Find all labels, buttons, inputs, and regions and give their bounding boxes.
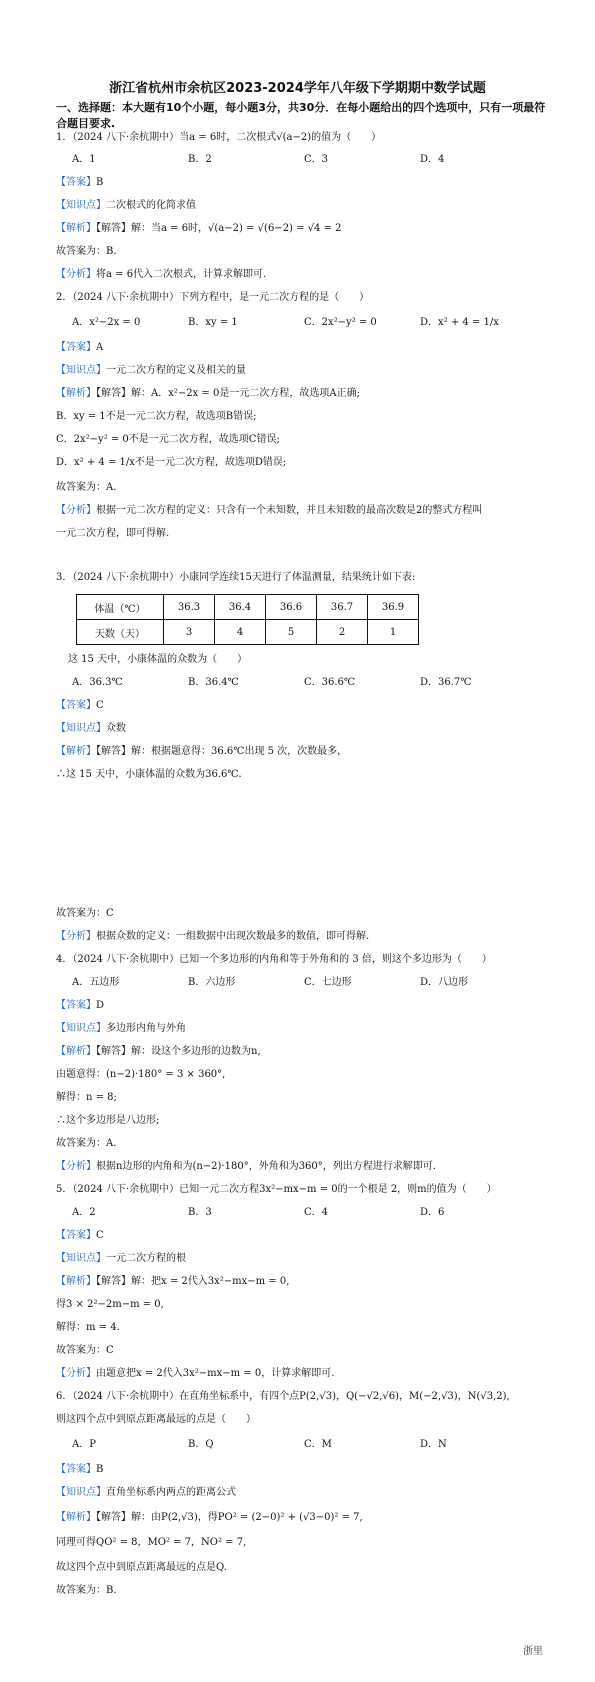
q3-knowledge: [56, 721, 555, 737]
q4-analysis-text: 【解答】解：设这个多边形的边数为n,: [96, 1046, 261, 1057]
q5-analysis: [56, 1274, 555, 1290]
table-cell: 2: [317, 620, 368, 645]
q4-answer: [56, 998, 555, 1014]
q5-fenxi-text: 由题意把x = 2代入3x²−mx−m = 0，计算求解即可.: [96, 1368, 335, 1379]
q3-answer: [56, 698, 555, 714]
q6-option-c[interactable]: C．M: [304, 1439, 332, 1450]
table-header-temp: 体温（℃）: [77, 595, 164, 620]
fenxi-tag: 【分析】: [56, 505, 96, 516]
q6-analysis-text: 【解答】解：由P(2,√3)，得PO² = (2−0)² + (√3−0)² = 7,: [96, 1512, 363, 1523]
q1-answer-value: B: [96, 177, 104, 188]
q5-option-d[interactable]: D．6: [420, 1207, 445, 1218]
q3-answer-value: C: [96, 700, 104, 711]
q5-analysis-text: 【解答】解：把x = 2代入3x²−mx−m = 0,: [96, 1276, 290, 1287]
answer-tag: 【答案】: [56, 177, 96, 188]
q5-line-3: 解得：m = 4.: [56, 1322, 120, 1333]
q5-option-c[interactable]: C．4: [304, 1207, 329, 1218]
q2-knowledge: [56, 363, 555, 379]
q3-analysis: [56, 744, 555, 760]
q6-analysis: [56, 1510, 555, 1526]
q2-fenxi: [56, 503, 555, 519]
q1-conclusion: 故答案为：B.: [56, 246, 117, 257]
table-cell: 1: [368, 620, 419, 645]
q4-option-d[interactable]: D．八边形: [420, 977, 469, 988]
table-cell: 4: [215, 620, 266, 645]
q6-answer: [56, 1462, 555, 1478]
knowledge-tag: 【知识点】: [56, 1487, 106, 1498]
q1-option-c[interactable]: C．3: [304, 154, 329, 165]
q6-option-b[interactable]: B．Q: [188, 1439, 214, 1450]
knowledge-tag: 【知识点】: [56, 365, 106, 376]
q1-answer: [56, 175, 555, 191]
knowledge-tag: 【知识点】: [56, 200, 106, 211]
table-row: [77, 620, 419, 645]
q1-knowledge: [56, 198, 555, 214]
q4-line-4: ∴这个多边形是八边形;: [56, 1115, 160, 1126]
section-heading: 一、选择题：本大题有10个小题，每小题3分，共30分．在每小题给出的四个选项中，只有一项最符合题目要求.: [56, 101, 546, 130]
analysis-tag: 【解析】: [56, 1046, 96, 1057]
q2-analysis-text: 【解答】解：A．x²−2x = 0是一元二次方程，故选项A正确;: [96, 388, 360, 399]
table-cell: 36.4: [215, 595, 266, 620]
fenxi-tag: 【分析】: [56, 931, 96, 942]
q3-subquestion: 这 15 天中，小康体温的众数为（ ）: [68, 654, 248, 665]
q5-line-2: 得3 × 2²−2m−m = 0,: [56, 1299, 164, 1310]
q3-fenxi-text: 根据众数的定义：一组数据中出现次数最多的数值，即可得解.: [96, 931, 370, 942]
q2-answer: [56, 340, 555, 356]
q4-conclusion: 故答案为：A.: [56, 1138, 117, 1149]
q2-option-b[interactable]: B．xy = 1: [188, 317, 238, 328]
q3-conclusion: 故答案为：C: [56, 908, 114, 919]
q2-knowledge-value: 一元二次方程的定义及相关的量: [106, 365, 246, 376]
q2-option-a[interactable]: A．x²−2x = 0: [72, 317, 141, 328]
q1-analysis-text: 【解答】解：当a = 6时，√(a−2) = √(6−2) = √4 = 2: [96, 223, 342, 234]
q1-stem: 1．（2024 八下·余杭期中）当a = 6时，二次根式√(a−2)的值为（ ）: [56, 132, 382, 143]
analysis-tag: 【解析】: [56, 388, 96, 399]
table-cell: 36.3: [164, 595, 215, 620]
analysis-tag: 【解析】: [56, 746, 96, 757]
q4-line-3: 解得：n = 8;: [56, 1092, 117, 1103]
q5-conclusion: 故答案为：C: [56, 1345, 114, 1356]
q4-knowledge-value: 多边形内角与外角: [106, 1023, 186, 1034]
table-cell: 36.7: [317, 595, 368, 620]
q4-fenxi: [56, 1159, 555, 1175]
q6-answer-value: B: [96, 1464, 104, 1475]
q3-option-a[interactable]: A．36.3℃: [72, 677, 123, 688]
q5-fenxi: [56, 1366, 555, 1382]
q5-option-b[interactable]: B．3: [188, 1207, 212, 1218]
q4-line-2: 由题意得：(n−2)·180° = 3 × 360°,: [56, 1069, 226, 1080]
knowledge-tag: 【知识点】: [56, 1023, 106, 1034]
answer-tag: 【答案】: [56, 1230, 96, 1241]
q2-line-d: D．x² + 4 = 1/x不是一元二次方程，故选项D错误;: [56, 457, 287, 468]
q2-line-c: C．2x²−y² = 0不是一元二次方程，故选项C错误;: [56, 434, 280, 445]
q2-fenxi-text: 根据一元二次方程的定义：只含有一个未知数，并且未知数的最高次数是2的整式方程叫: [96, 505, 483, 516]
q2-line-b: B．xy = 1不是一元二次方程，故选项B错误;: [56, 411, 257, 422]
answer-tag: 【答案】: [56, 700, 96, 711]
table-header-days: 天数（天）: [77, 620, 164, 645]
q3-option-b[interactable]: B．36.4℃: [188, 677, 239, 688]
analysis-tag: 【解析】: [56, 1276, 96, 1287]
q2-fenxi-cont: 一元二次方程，即可得解.: [56, 528, 170, 539]
q3-analysis-text: 【解答】解：根据题意得：36.6℃出现 5 次，次数最多，: [96, 746, 348, 757]
q3-option-d[interactable]: D．36.7℃: [420, 677, 472, 688]
q2-stem: 2．（2024 八下·余杭期中）下列方程中，是一元二次方程的是（ ）: [56, 292, 370, 303]
q4-knowledge: [56, 1021, 555, 1037]
analysis-tag: 【解析】: [56, 223, 96, 234]
q1-analysis: [56, 221, 555, 237]
q1-fenxi-text: 将a = 6代入二次根式，计算求解即可.: [96, 269, 267, 280]
q3-fenxi: [56, 929, 555, 945]
answer-tag: 【答案】: [56, 342, 96, 353]
q3-stem: 3．（2024 八下·余杭期中）小康同学连续15天进行了体温测量，结果统计如下表:: [56, 572, 416, 583]
q4-answer-value: D: [96, 1000, 105, 1011]
table-cell: 3: [164, 620, 215, 645]
fenxi-tag: 【分析】: [56, 1368, 96, 1379]
answer-tag: 【答案】: [56, 1000, 96, 1011]
q1-option-d[interactable]: D．4: [420, 154, 445, 165]
q1-fenxi: [56, 267, 555, 283]
q6-knowledge: [56, 1485, 555, 1501]
q4-fenxi-text: 根据n边形的内角和为(n−2)·180°，外角和为360°，列出方程进行求解即可.: [96, 1161, 436, 1172]
q4-option-a[interactable]: A．五边形: [72, 977, 120, 988]
q4-option-b[interactable]: B．六边形: [188, 977, 236, 988]
q5-stem: 5．（2024 八下·余杭期中）已知一元二次方程3x²−mx−m = 0的一个根是 2，则m的值为（ ）: [56, 1184, 497, 1195]
q1-knowledge-value: 二次根式的化简求值: [106, 200, 196, 211]
table-cell: 5: [266, 620, 317, 645]
q6-option-a[interactable]: A．P: [72, 1439, 96, 1450]
analysis-tag: 【解析】: [56, 1512, 96, 1523]
page-title: 浙江省杭州市余杭区2023-2024学年八年级下学期期中数学试题: [109, 81, 486, 96]
q1-option-a[interactable]: A．1: [72, 154, 96, 165]
q5-knowledge: [56, 1251, 555, 1267]
q2-analysis: [56, 386, 555, 402]
q5-answer: [56, 1228, 555, 1244]
temperature-table: [76, 594, 419, 645]
q6-stem-cont: 则这四个点中到原点距离最远的点是（ ）: [56, 1414, 256, 1425]
q6-line-2: 同理可得QO² = 8，MO² = 7，NO² = 7,: [56, 1537, 247, 1548]
knowledge-tag: 【知识点】: [56, 723, 106, 734]
q3-line-2: ∴这 15 天中，小康体温的众数为36.6℃.: [56, 769, 242, 780]
fenxi-tag: 【分析】: [56, 269, 96, 280]
q6-line-3: 故这四个点中到原点距离最远的点是Q.: [56, 1562, 227, 1573]
q2-conclusion: 故答案为：A.: [56, 482, 117, 493]
q3-option-c[interactable]: C．36.6℃: [304, 677, 356, 688]
table-row: [77, 595, 419, 620]
q2-answer-value: A: [96, 342, 104, 353]
q2-option-d[interactable]: D．x² + 4 = 1/x: [420, 317, 499, 328]
table-cell: 36.9: [368, 595, 419, 620]
q5-option-a[interactable]: A．2: [72, 1207, 96, 1218]
q6-option-d[interactable]: D．N: [420, 1439, 447, 1450]
q5-knowledge-value: 一元二次方程的根: [106, 1253, 186, 1264]
answer-tag: 【答案】: [56, 1464, 96, 1475]
q1-option-b[interactable]: B．2: [188, 154, 212, 165]
q6-knowledge-value: 直角坐标系内两点的距离公式: [106, 1487, 236, 1498]
q3-knowledge-value: 众数: [106, 723, 126, 734]
q2-option-c[interactable]: C．2x²−y² = 0: [304, 317, 377, 328]
page-footer: 浙里: [523, 1646, 543, 1657]
q4-stem: 4．（2024 八下·余杭期中）已知一个多边形的内角和等于外角和的 3 倍，则这个多边形为（ ）: [56, 954, 492, 965]
q5-answer-value: C: [96, 1230, 104, 1241]
q4-option-c[interactable]: C．七边形: [304, 977, 352, 988]
q6-conclusion: 故答案为：B.: [56, 1585, 117, 1596]
q6-stem: 6．（2024 八下·余杭期中）在直角坐标系中，有四个点P(2,√3)，Q(−√2,√6)，M(−2,√3)，N(√3,2),: [56, 1391, 510, 1402]
table-cell: 36.6: [266, 595, 317, 620]
fenxi-tag: 【分析】: [56, 1161, 96, 1172]
q4-analysis: [56, 1044, 555, 1060]
knowledge-tag: 【知识点】: [56, 1253, 106, 1264]
